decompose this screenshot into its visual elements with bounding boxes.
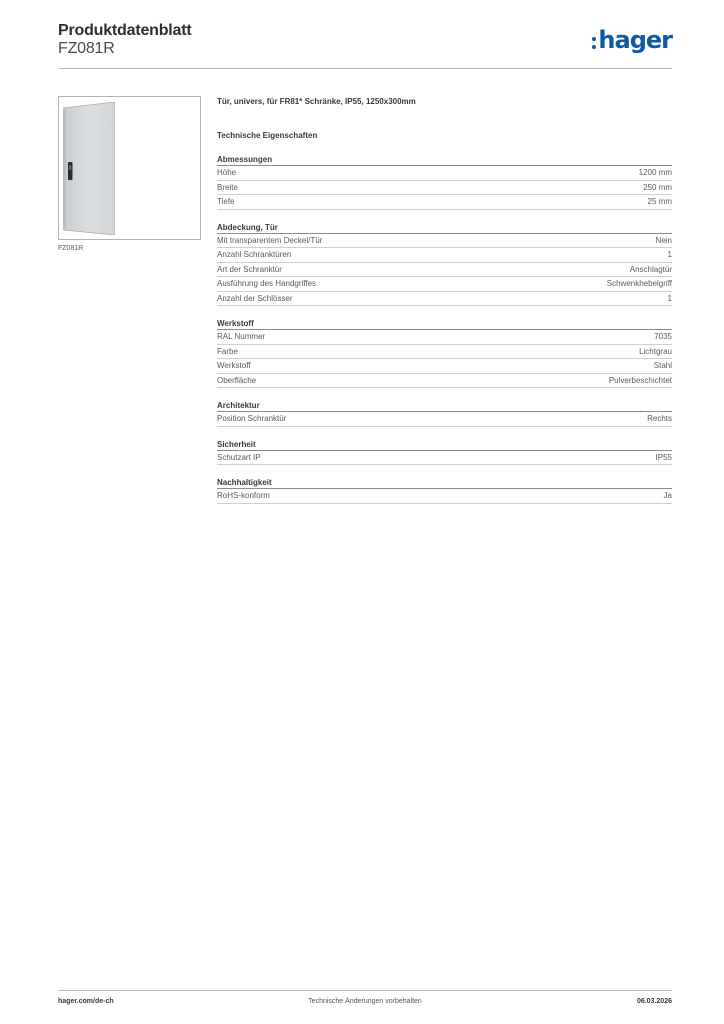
group-title: Architektur — [217, 400, 672, 412]
article-number: FZ081R — [58, 40, 115, 57]
footer-website-link[interactable]: hager.com/de-ch — [58, 998, 114, 1005]
property-value: Pulverbeschichtet — [608, 375, 672, 385]
cabinet-door-icon — [63, 102, 115, 235]
property-label: Breite — [217, 182, 238, 192]
hager-colon-dots-icon — [592, 37, 596, 49]
property-row — [217, 181, 672, 196]
header-divider — [58, 68, 672, 69]
property-row — [217, 345, 672, 360]
group-title: Abmessungen — [217, 154, 672, 166]
property-label: Oberfläche — [217, 375, 257, 385]
footer-notice: Technische Änderungen vorbehalten — [308, 998, 422, 1005]
property-value: Lichtgrau — [639, 346, 672, 356]
property-group — [217, 400, 672, 427]
property-group — [217, 477, 672, 504]
property-label: Farbe — [217, 346, 238, 356]
property-value: 1200 mm — [638, 168, 672, 177]
footer-divider — [58, 990, 672, 991]
property-row — [217, 234, 672, 249]
property-row — [217, 195, 672, 210]
property-label: Schutzart IP — [217, 452, 261, 462]
property-value: Nein — [655, 235, 672, 245]
product-content — [217, 96, 672, 504]
property-label: RAL Nummer — [217, 332, 266, 341]
page-footer — [58, 998, 672, 1010]
group-title: Werkstoff — [217, 318, 672, 330]
property-row — [217, 292, 672, 307]
property-row — [217, 412, 672, 427]
property-row — [217, 277, 672, 292]
product-image-frame — [58, 96, 201, 240]
property-value: 7035 — [654, 332, 672, 341]
image-caption: FZ081R — [58, 245, 84, 252]
property-value: 25 mm — [647, 197, 672, 206]
property-group — [217, 318, 672, 388]
group-title: Nachhaltigkeit — [217, 477, 672, 489]
property-row — [217, 330, 672, 345]
property-groups — [217, 154, 672, 504]
property-value: Schwenkhebelgriff — [606, 279, 672, 288]
property-label: Ausführung des Handgriffes — [217, 279, 317, 288]
logo-text: hager — [598, 26, 672, 54]
document-title: Produktdatenblatt — [58, 22, 192, 39]
property-row — [217, 451, 672, 466]
property-row — [217, 248, 672, 263]
product-description: Tür, univers, für FR81* Schränke, IP55, 1250x300mm — [217, 97, 416, 106]
property-value: Ja — [663, 491, 672, 500]
property-label: Position Schranktür — [217, 414, 287, 423]
hager-logo — [592, 26, 672, 54]
property-value: Rechts — [647, 414, 672, 423]
property-label: Tiefe — [217, 197, 235, 206]
property-group — [217, 154, 672, 210]
property-row — [217, 166, 672, 181]
page-header — [58, 20, 672, 68]
property-group — [217, 439, 672, 466]
property-label: Anzahl der Schlösser — [217, 293, 293, 303]
property-value: Anschlagtür — [629, 264, 672, 274]
property-value: 1 — [667, 250, 672, 259]
property-value: 1 — [667, 293, 672, 303]
property-label: Anzahl Schranktüren — [217, 250, 292, 259]
property-value: 250 mm — [643, 182, 672, 192]
property-value: Stahl — [653, 361, 672, 370]
group-title: Abdeckung, Tür — [217, 222, 672, 234]
property-label: RoHS-konform — [217, 491, 270, 500]
property-row — [217, 489, 672, 504]
footer-date: 06.03.2026 — [636, 998, 672, 1005]
technical-properties-heading: Technische Eigenschaften — [217, 131, 318, 140]
group-title: Sicherheit — [217, 439, 672, 451]
property-row — [217, 359, 672, 374]
property-value: IP55 — [655, 452, 672, 462]
property-label: Werkstoff — [217, 361, 251, 370]
property-label: Höhe — [217, 168, 237, 177]
property-label: Art der Schranktür — [217, 264, 282, 274]
property-row — [217, 263, 672, 278]
property-group — [217, 222, 672, 307]
property-label: Mit transparentem Deckel/Tür — [217, 235, 323, 245]
property-row — [217, 374, 672, 389]
